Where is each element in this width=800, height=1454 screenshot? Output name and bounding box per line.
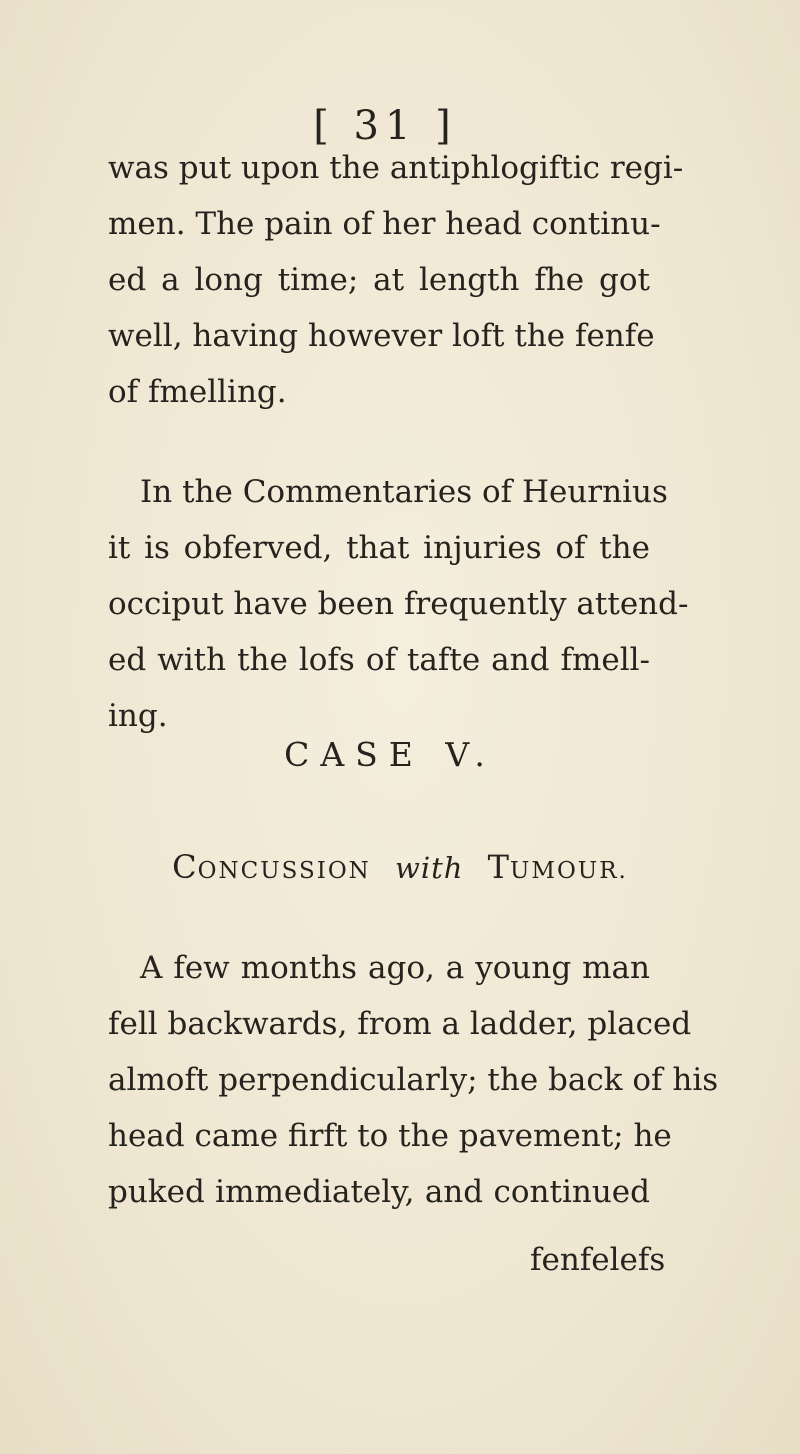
page-number: [ 31 ] — [313, 103, 457, 149]
text-line: it is obferved, that injuries of the — [108, 530, 650, 566]
case-heading: CASE V. — [284, 735, 496, 774]
subheading-initial: T — [487, 848, 511, 886]
text-line: ing. — [108, 698, 168, 734]
text-line: head came firft to the pavement; he — [108, 1118, 672, 1154]
subheading-word: UMOUR. — [510, 858, 628, 884]
text-line: occiput have been frequently attend- — [108, 586, 689, 622]
text-line: puked immediately, and continued — [108, 1174, 650, 1210]
paragraph-3 — [108, 940, 719, 1220]
catchword: fenfelefs — [530, 1242, 666, 1278]
text-line: In the Commentaries of Heurnius — [140, 474, 668, 510]
subheading-connector: with — [395, 851, 464, 885]
subheading-word: ONCUSSION — [197, 858, 371, 884]
paragraph-1 — [108, 140, 684, 420]
text-line: ed a long time; at length fhe got — [108, 262, 650, 298]
text-line: fell backwards, from a ladder, placed — [108, 1006, 692, 1042]
text-line: A few months ago, a young man — [140, 950, 650, 986]
text-line: almoft perpendicularly; the back of his — [108, 1062, 719, 1098]
text-line: men. The pain of her head continu- — [108, 206, 661, 242]
text-line: of fmelling. — [108, 374, 287, 410]
case-subheading — [0, 848, 800, 886]
subheading-initial: C — [172, 848, 198, 886]
text-line: ed with the lofs of tafte and fmell- — [108, 642, 650, 678]
text-line: was put upon the antiphlogiftic regi- — [108, 150, 684, 186]
paragraph-2 — [108, 464, 689, 744]
text-line: well, having however loft the fenfe — [108, 318, 655, 354]
